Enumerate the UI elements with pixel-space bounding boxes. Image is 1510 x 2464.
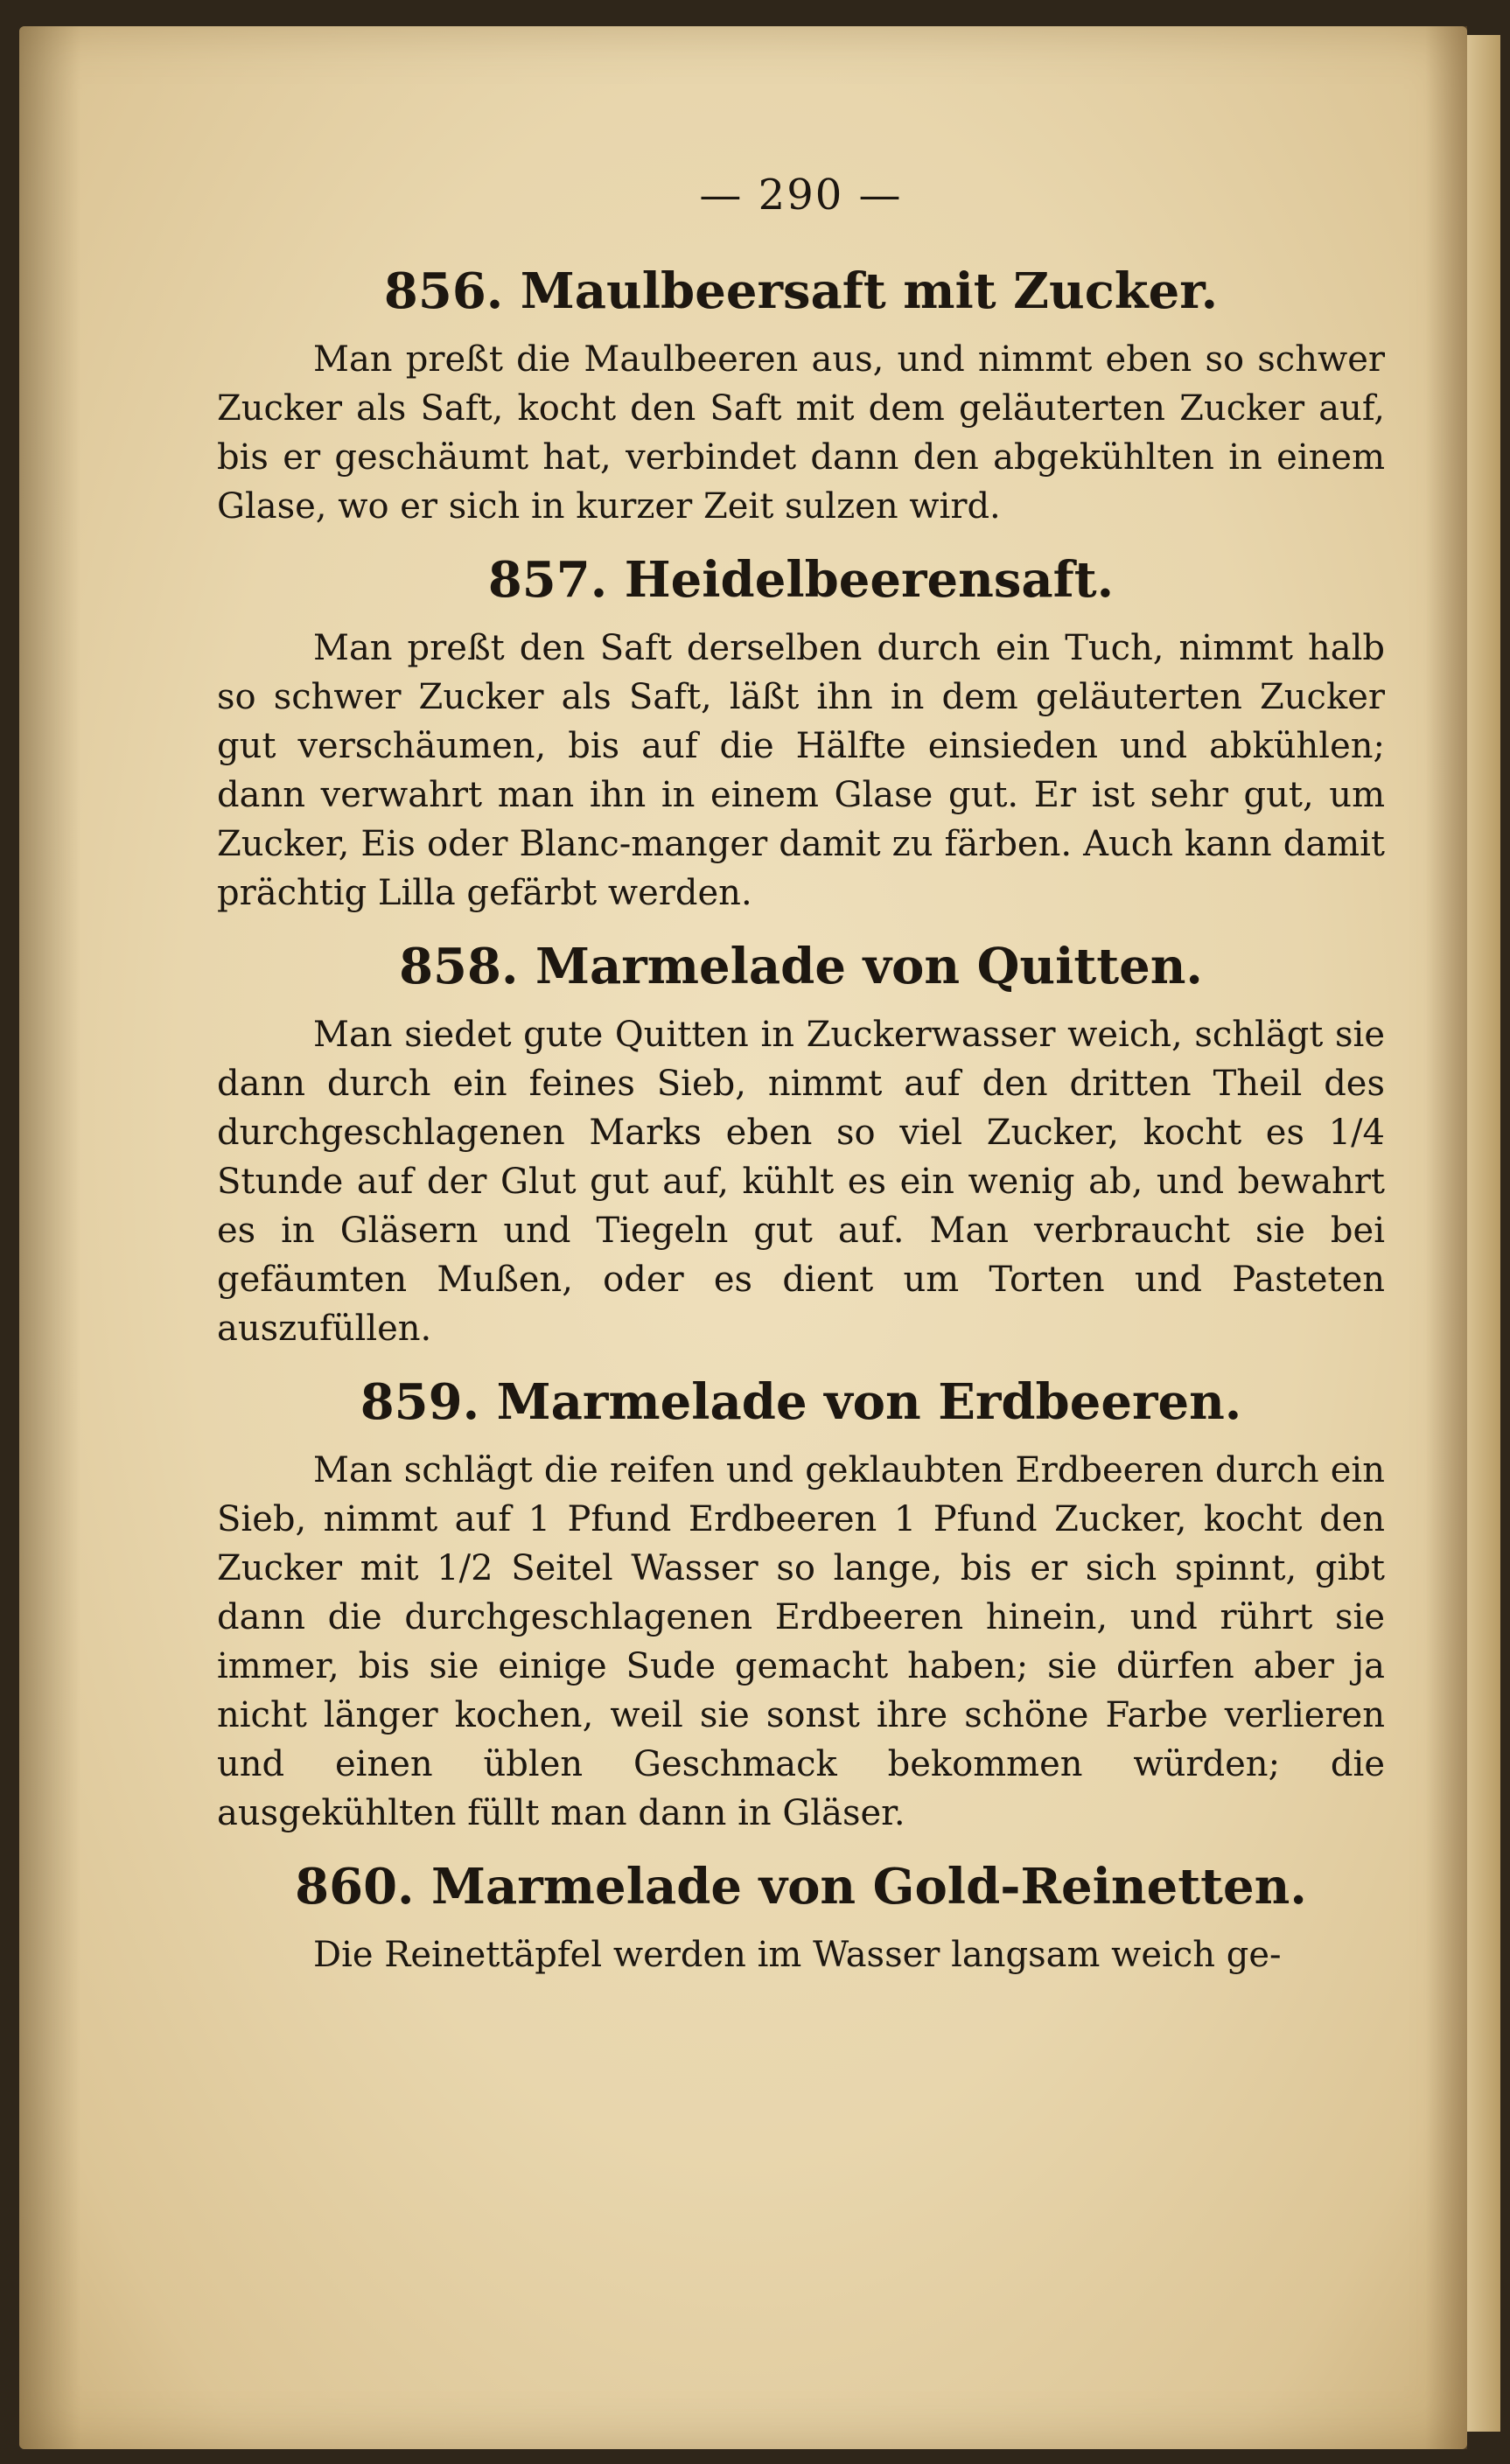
page-gutter-shadow <box>19 26 80 2449</box>
recipe-title: 856. Maulbeersaft mit Zucker. <box>383 262 1219 320</box>
recipe-body: Man schlägt die reifen und geklaubten Erdbeeren durch ein Sieb, nimmt auf 1 Pfund Erdbeeren 1 Pfund Zucker, kocht den Zucker mit 1/2 Seitel Wasser so lange, bis er sich spinnt, gibt dann die durchgeschlagenen Erdbeeren hinein, und rührt sie immer, bis sie einige Sude gemacht haben; sie dürfen aber ja nicht länger kochen, weil sie sonst ihre schöne Farbe verlieren und einen üblen Geschmack bekommen würden; die ausgekühlten füllt man dann in Gläser. <box>217 1450 1385 1833</box>
page-edge-shadow <box>1425 26 1467 2449</box>
recipe-title: 858. Marmelade von Quitten. <box>399 938 1203 995</box>
recipe-857 <box>217 550 1385 918</box>
recipe-858 <box>217 937 1385 1353</box>
recipe-859 <box>217 1372 1385 1838</box>
recipe-body: Man preßt den Saft derselben durch ein Tuch, nimmt halb so schwer Zucker als Saft, läßt ihn in dem geläuterten Zucker gut verschäumen, bis auf die Hälfte einsieden und abkühlen; dann verwahrt man ihn in einem Glase gut. Er ist sehr gut, um Zucker, Eis oder Blanc-manger damit zu färben. Auch kann damit prächtig Lilla gefärbt werden. <box>217 628 1385 913</box>
recipe-860 <box>217 1857 1385 1979</box>
recipe-body: Man siedet gute Quitten in Zuckerwasser weich, schlägt sie dann durch ein feines Sieb, nimmt auf den dritten Theil des durchgeschlagenen Marks eben so viel Zucker, kocht es 1/4 Stunde auf der Glut gut auf, kühlt es ein wenig ab, und bewahrt es in Gläsern und Tiegeln gut auf. Man verbraucht sie bei gefäumten Mußen, oder es dient um Torten und Pasteten auszufüllen. <box>217 1015 1385 1349</box>
recipe-title: 857. Heidelbeerensaft. <box>487 551 1115 609</box>
recipe-title: 859. Marmelade von Erdbeeren. <box>360 1373 1242 1431</box>
page-number: — 290 — <box>699 171 903 220</box>
recipe-title: 860. Marmelade von Gold-Reinetten. <box>295 1858 1307 1916</box>
recipe-856 <box>217 262 1385 531</box>
recipe-body: Man preßt die Maulbeeren aus, und nimmt eben so schwer Zucker als Saft, kocht den Saft mit dem geläuterten Zucker auf, bis er geschäumt hat, verbindet dann den abgekühlten in einem Glase, wo er sich in kurzer Zeit sulzen wird. <box>217 339 1385 527</box>
recipe-body: Die Reinettäpfel werden im Wasser langsam weich ge- <box>313 1935 1282 1975</box>
next-page-edge <box>1467 35 1500 2432</box>
page-content <box>217 171 1385 1999</box>
